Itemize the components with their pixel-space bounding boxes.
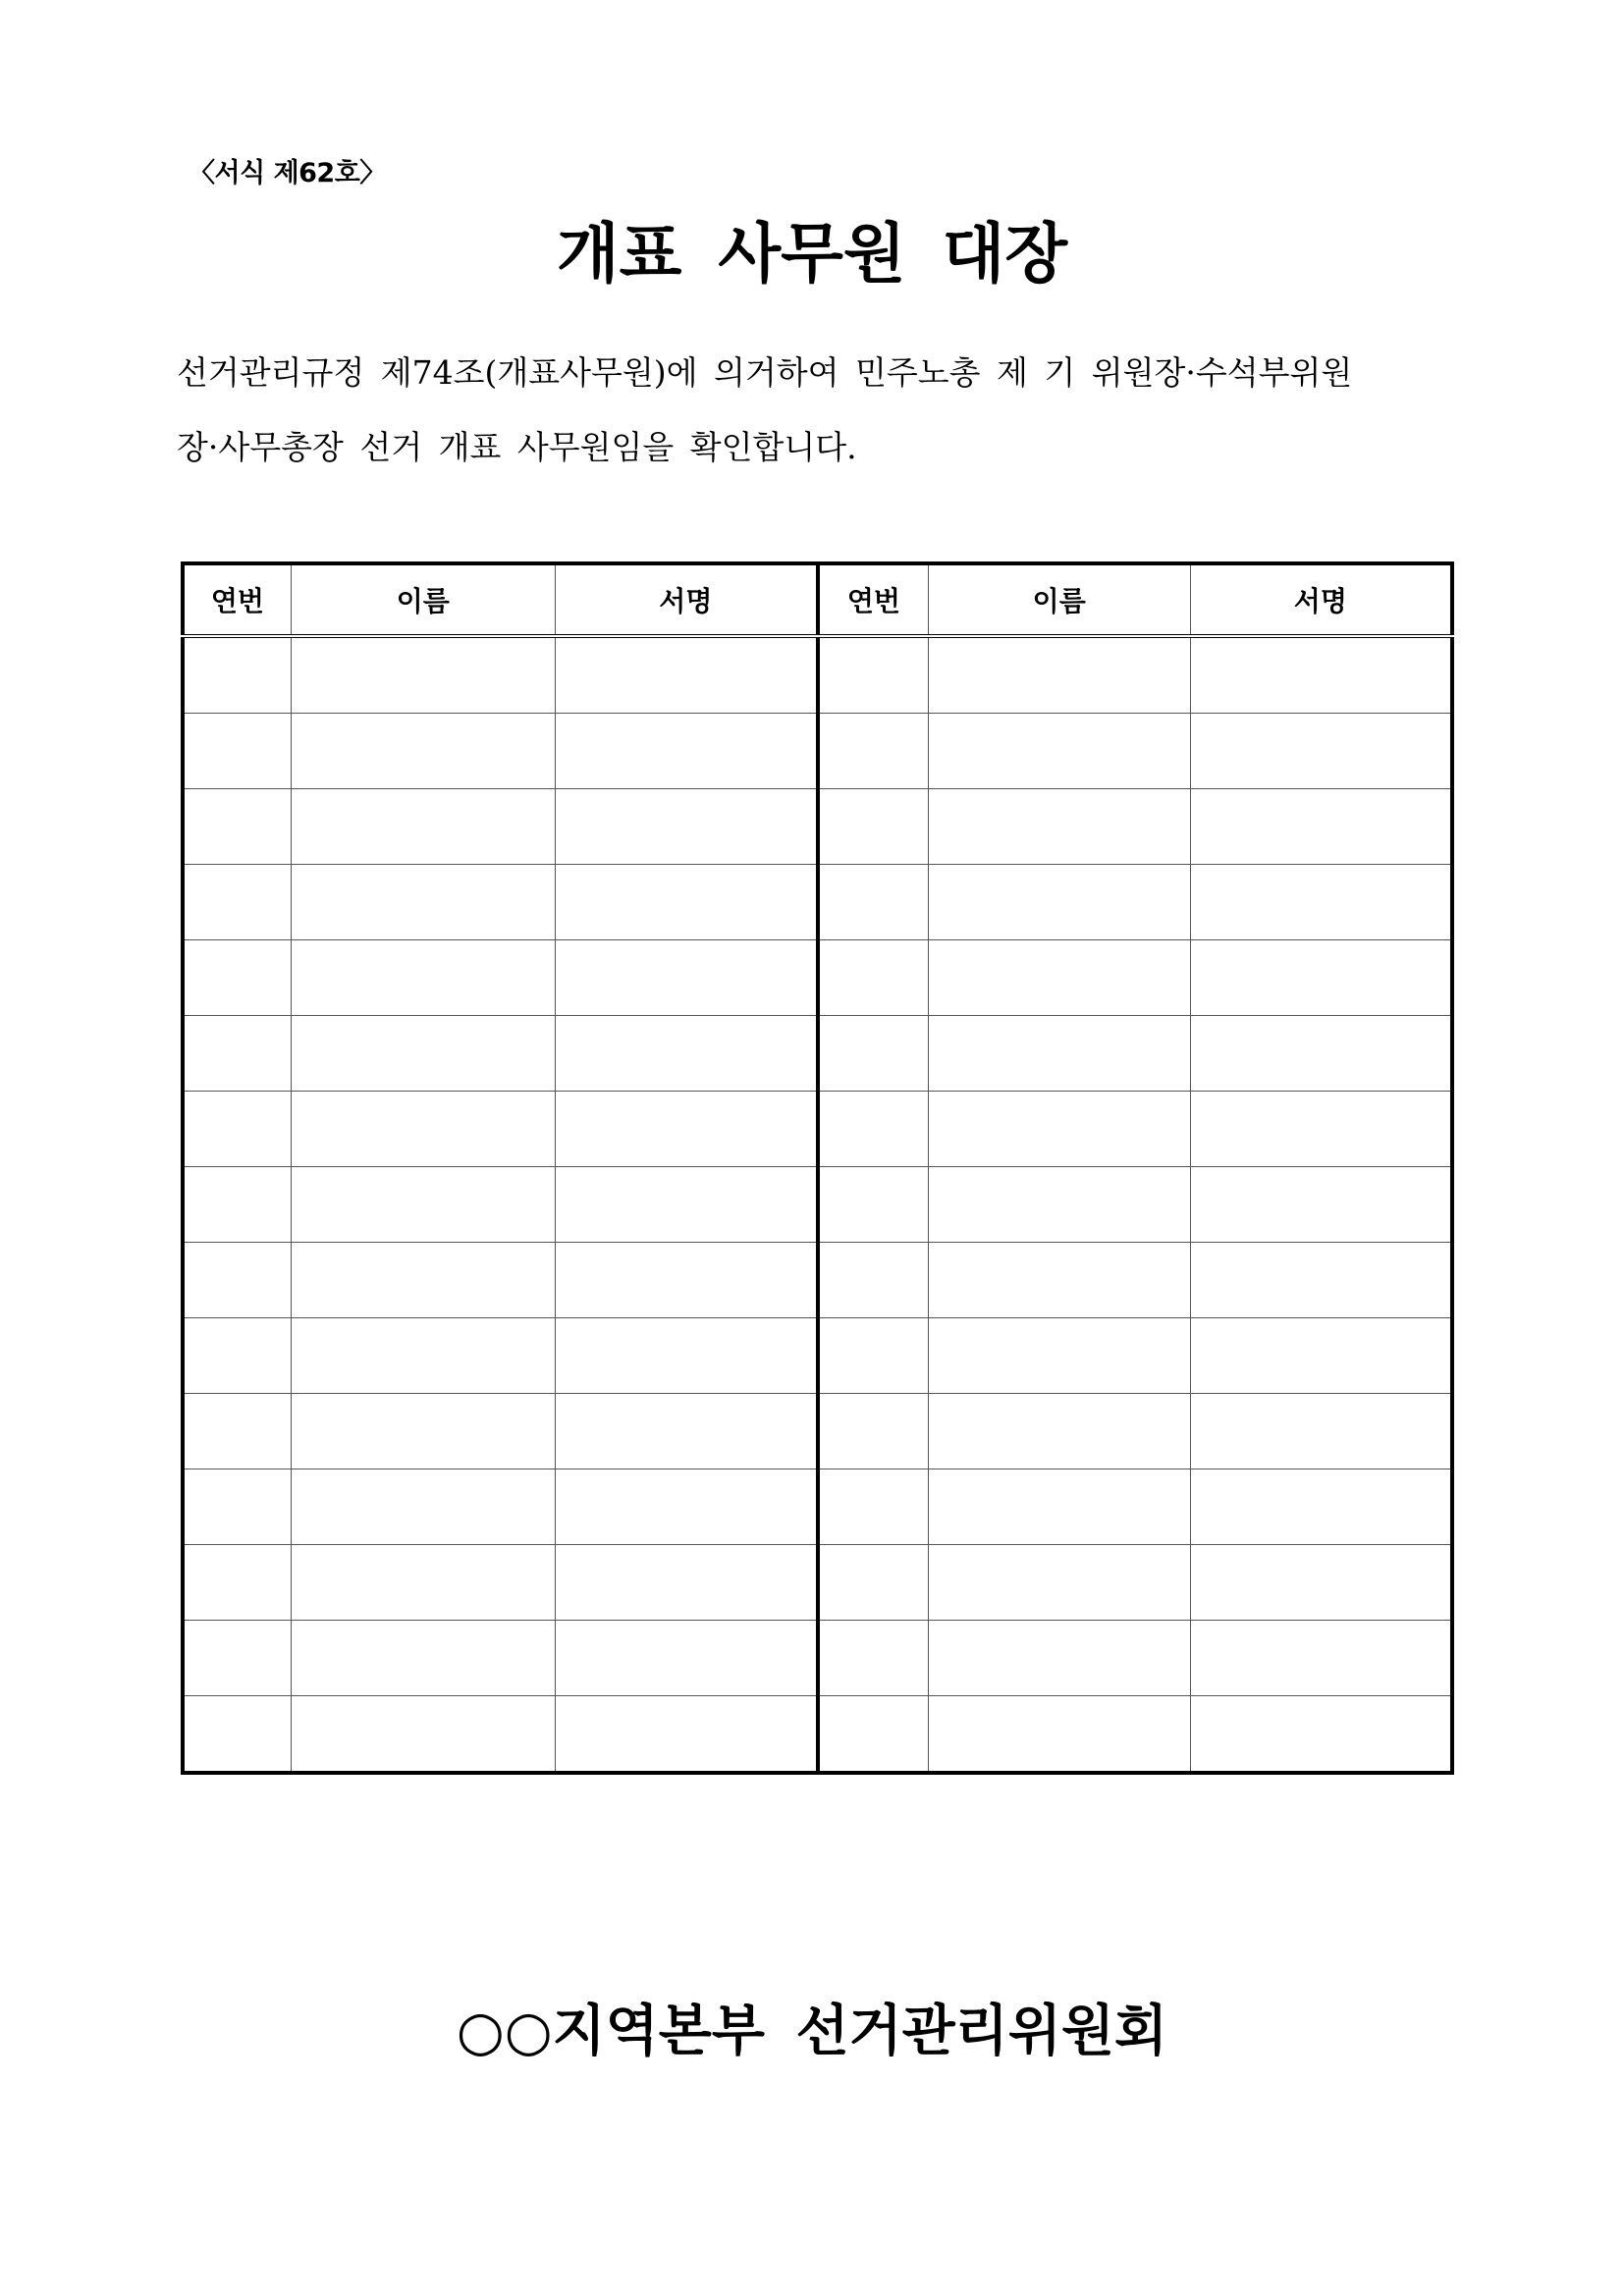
cell-serial-left[interactable] [183, 789, 291, 865]
cell-signature-right[interactable] [1190, 1167, 1452, 1243]
table-row [183, 1092, 1452, 1167]
cell-name-left[interactable] [291, 1545, 555, 1621]
cell-serial-right[interactable] [818, 714, 928, 789]
cell-name-right[interactable] [928, 1696, 1190, 1774]
table-body [183, 636, 1452, 1773]
cell-signature-left[interactable] [555, 1545, 818, 1621]
cell-serial-left[interactable] [183, 1167, 291, 1243]
cell-serial-right[interactable] [818, 1243, 928, 1318]
header-serial-right: 연번 [818, 563, 928, 636]
cell-serial-left[interactable] [183, 1394, 291, 1469]
document-title: 개표 사무원 대장 [556, 216, 1068, 292]
cell-name-left[interactable] [291, 789, 555, 865]
table-row [183, 1016, 1452, 1092]
cell-signature-left[interactable] [555, 1167, 818, 1243]
cell-signature-left[interactable] [555, 1092, 818, 1167]
cell-serial-left[interactable] [183, 940, 291, 1016]
cell-signature-right[interactable] [1190, 940, 1452, 1016]
cell-signature-left[interactable] [555, 789, 818, 865]
table-row [183, 714, 1452, 789]
table-row [183, 1167, 1452, 1243]
cell-signature-left[interactable] [555, 1318, 818, 1394]
table-row [183, 865, 1452, 940]
cell-name-left[interactable] [291, 1243, 555, 1318]
cell-serial-left[interactable] [183, 1016, 291, 1092]
table-row [183, 1621, 1452, 1696]
cell-signature-left[interactable] [555, 940, 818, 1016]
cell-name-right[interactable] [928, 1469, 1190, 1545]
cell-signature-right[interactable] [1190, 714, 1452, 789]
cell-signature-right[interactable] [1190, 1016, 1452, 1092]
cell-serial-left[interactable] [183, 1545, 291, 1621]
cell-name-right[interactable] [928, 1545, 1190, 1621]
table-row [183, 940, 1452, 1016]
cell-serial-right[interactable] [818, 1394, 928, 1469]
cell-serial-left[interactable] [183, 1621, 291, 1696]
cell-signature-right[interactable] [1190, 1394, 1452, 1469]
cell-signature-left[interactable] [555, 1696, 818, 1774]
cell-name-right[interactable] [928, 865, 1190, 940]
cell-signature-right[interactable] [1190, 636, 1452, 714]
cell-name-left[interactable] [291, 1092, 555, 1167]
intro-line-2: 장·사무총장 선거 개표 사무원임을 확인합니다. [177, 428, 857, 466]
cell-signature-left[interactable] [555, 1621, 818, 1696]
cell-serial-right[interactable] [818, 636, 928, 714]
cell-name-left[interactable] [291, 636, 555, 714]
cell-serial-right[interactable] [818, 1696, 928, 1774]
cell-serial-left[interactable] [183, 1318, 291, 1394]
cell-signature-left[interactable] [555, 1243, 818, 1318]
cell-serial-right[interactable] [818, 1016, 928, 1092]
cell-signature-right[interactable] [1190, 1092, 1452, 1167]
cell-signature-right[interactable] [1190, 1545, 1452, 1621]
table-row [183, 1696, 1452, 1774]
table-row [183, 1469, 1452, 1545]
header-name-left: 이름 [291, 563, 555, 636]
cell-name-right[interactable] [928, 1167, 1190, 1243]
cell-name-left[interactable] [291, 1621, 555, 1696]
cell-name-left[interactable] [291, 1394, 555, 1469]
cell-signature-right[interactable] [1190, 1243, 1452, 1318]
table-row [183, 636, 1452, 714]
cell-name-left[interactable] [291, 1469, 555, 1545]
cell-signature-left[interactable] [555, 636, 818, 714]
cell-signature-left[interactable] [555, 714, 818, 789]
cell-name-right[interactable] [928, 636, 1190, 714]
cell-serial-right[interactable] [818, 1621, 928, 1696]
header-signature-right: 서명 [1190, 563, 1452, 636]
table-row [183, 1394, 1452, 1469]
cell-serial-right[interactable] [818, 1167, 928, 1243]
cell-name-right[interactable] [928, 1016, 1190, 1092]
cell-signature-left[interactable] [555, 1016, 818, 1092]
cell-name-right[interactable] [928, 789, 1190, 865]
cell-serial-right[interactable] [818, 940, 928, 1016]
table-row [183, 1243, 1452, 1318]
cell-signature-right[interactable] [1190, 1318, 1452, 1394]
cell-name-left[interactable] [291, 940, 555, 1016]
cell-serial-left[interactable] [183, 1469, 291, 1545]
cell-signature-left[interactable] [555, 1394, 818, 1469]
cell-name-left[interactable] [291, 1016, 555, 1092]
cell-serial-right[interactable] [818, 1318, 928, 1394]
form-number: 〈서식 제62호〉 [189, 158, 386, 188]
cell-name-right[interactable] [928, 1318, 1190, 1394]
cell-serial-left[interactable] [183, 714, 291, 789]
cell-serial-left[interactable] [183, 865, 291, 940]
cell-serial-right[interactable] [818, 1545, 928, 1621]
table-row [183, 789, 1452, 865]
header-signature-left: 서명 [555, 563, 818, 636]
cell-name-right[interactable] [928, 714, 1190, 789]
cell-signature-right[interactable] [1190, 1469, 1452, 1545]
cell-name-left[interactable] [291, 714, 555, 789]
cell-serial-left[interactable] [183, 1243, 291, 1318]
cell-serial-right[interactable] [818, 789, 928, 865]
cell-signature-right[interactable] [1190, 1696, 1452, 1774]
cell-signature-left[interactable] [555, 865, 818, 940]
table-row [183, 1318, 1452, 1394]
cell-serial-right[interactable] [818, 865, 928, 940]
cell-name-right[interactable] [928, 1394, 1190, 1469]
cell-serial-left[interactable] [183, 636, 291, 714]
intro-paragraph [177, 336, 1458, 485]
cell-signature-left[interactable] [555, 1469, 818, 1545]
cell-name-left[interactable] [291, 1318, 555, 1394]
cell-signature-right[interactable] [1190, 789, 1452, 865]
cell-name-right[interactable] [928, 1621, 1190, 1696]
cell-name-left[interactable] [291, 865, 555, 940]
staff-signature-table [181, 561, 1454, 1775]
table-header-row [183, 563, 1452, 636]
header-serial-left: 연번 [183, 563, 291, 636]
cell-serial-left[interactable] [183, 1092, 291, 1167]
cell-name-right[interactable] [928, 940, 1190, 1016]
cell-name-left[interactable] [291, 1696, 555, 1774]
intro-line-1: 선거관리규정 제74조(개표사무원)에 의거하여 민주노총 제 기 위원장·수석부위원 [177, 353, 1353, 392]
cell-serial-right[interactable] [818, 1469, 928, 1545]
header-name-right: 이름 [928, 563, 1190, 636]
cell-signature-right[interactable] [1190, 1621, 1452, 1696]
cell-serial-right[interactable] [818, 1092, 928, 1167]
footer-organization: ○○지역본부 선거관리위원회 [456, 2000, 1168, 2063]
cell-signature-right[interactable] [1190, 865, 1452, 940]
cell-name-left[interactable] [291, 1167, 555, 1243]
cell-serial-left[interactable] [183, 1696, 291, 1774]
cell-name-right[interactable] [928, 1092, 1190, 1167]
table-row [183, 1545, 1452, 1621]
cell-name-right[interactable] [928, 1243, 1190, 1318]
